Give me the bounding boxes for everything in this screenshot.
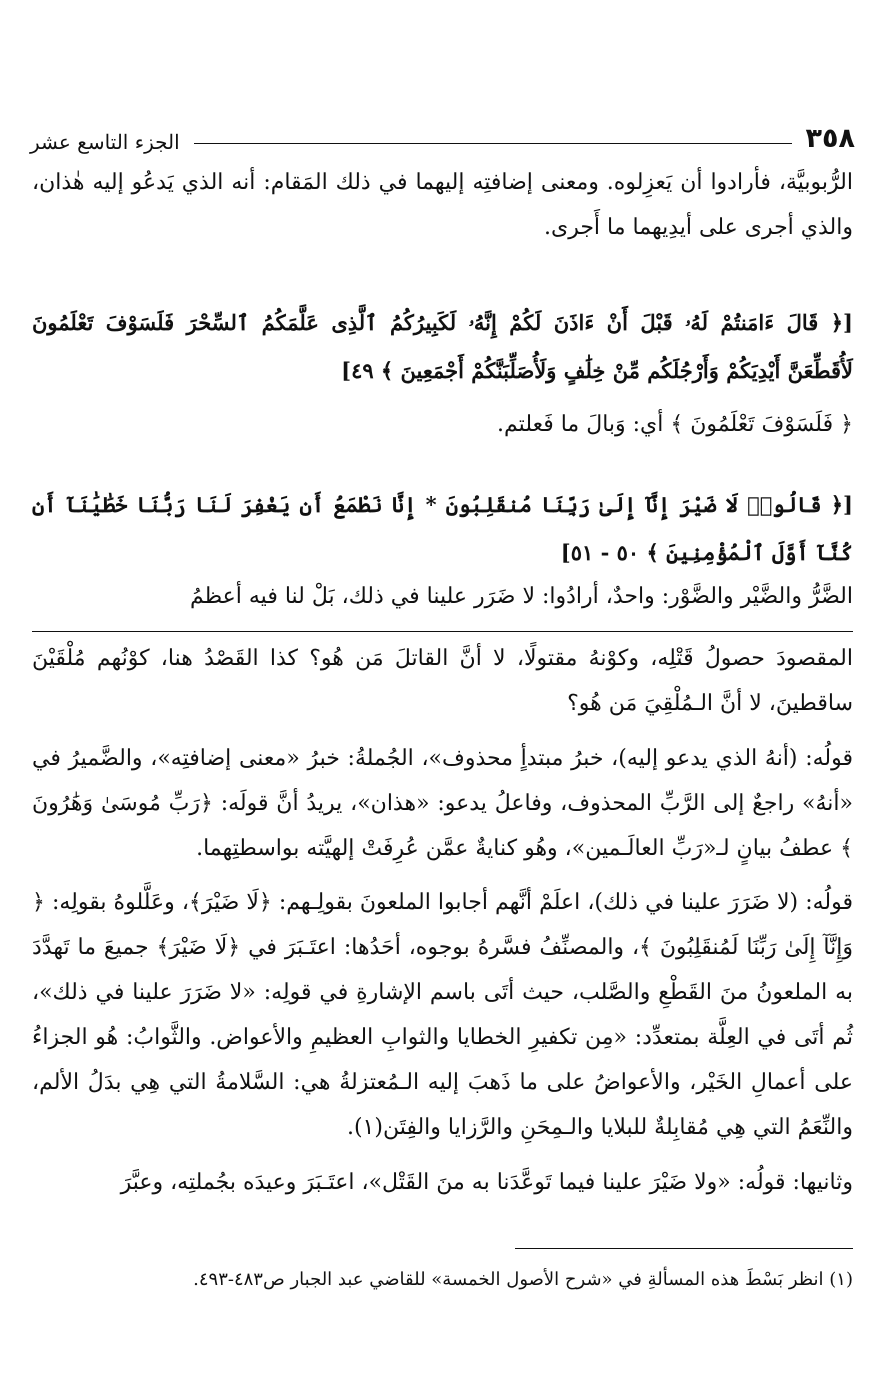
commentary-paragraph-3: الضَّرُّ والضَّيْر والضَّوْر: واحدٌ، أرادُوا: لا ضَرَر علينا في ذلك، بَلْ لنا فيه أعظمُ [189,584,853,609]
commentary-paragraph-1: الرُّبوبيَّة، فأرادوا أن يَعزِلوه. ومعنى إضافتِه إليهما في ذلك المَقام: أنه الذي يَدعُو إليه هٰذان، والذي أجرى على أيدِيهما ما أَجرى. [32,170,853,240]
footnote: (١) انظر بَسْطَ هذه المسألةِ في «شرح الأصول الخمسة» للقاضي عبد الجبار ص٤٨٣-٤٩٣. [193,1269,853,1290]
footnote-rule [515,1248,853,1249]
header-rule [194,143,792,144]
section-divider [32,631,853,632]
gloss-paragraph-4: وثانيها: قولُه: «ولا ضَيْرَ علينا فيما تَوعَّدَنا به منَ القَتْل»، اعتَـبَرَ وعيدَه بجُملتِه، وعبَّرَ [120,1170,853,1195]
gloss-paragraph-2: قولُه: (أنهُ الذي يدعو إليه)، خبرُ مبتدأٍ محذوف»، الجُملةُ: خبرُ «معنى إضافتِه»، والضَّميرُ في «أنهُ» راجعٌ إلى الرَّبِّ المحذوف، وفاعلُ يدعو: «هذان»، يريدُ أنَّ قولَه: ﴿رَبِّ مُوسَىٰ وَهَٰرُونَ ﴾ عطفُ بيانٍ لـ«رَبِّ العالَـمين»، وهُو كنايةٌ عمَّن عُرِفَتْ إلهيَّته بواسطتِهما. [32,746,853,861]
quran-verse-49: [﴿ قَالَ ءَامَنتُمْ لَهُۥ قَبْلَ أَنْ ءَاذَنَ لَكُمْ إِنَّهُۥ لَكَبِيرُكُمُ ٱلَّذِى عَلَّمَكُمُ ٱلسِّحْرَ فَلَسَوْفَ تَعْلَمُونَ لَأُقَطِّعَنَّ أَيْدِيَكُمْ وَأَرْجُلَكُم مِّنْ خِلَٰفٍ وَلَأُصَلِّبَنَّكُمْ أَجْمَعِينَ ﴾ ٤٩] [32,310,853,383]
commentary-paragraph-2: ﴿ فَلَسَوْفَ تَعْلَمُونَ ﴾ أي: وَبالَ ما فَعلتم. [497,412,853,437]
gloss-paragraph-3: قولُه: (لا ضَرَرَ علينا في ذلك)، اعلَمْ أنَّهم أجابوا الملعونَ بقولِـهم: ﴿لَا ضَيْرَ﴾، وعَلَّلوهُ بقولِه: ﴿ وَإِنَّآ إِلَىٰ رَبِّنَا لَمُنقَلِبُونَ ﴾، والمصنِّفُ فسَّرهُ بوجوه، أحَدُها: اعتَـبَرَ في ﴿لَا ضَيْرَ﴾ جميعَ ما تَهدَّدَ به الملعونُ منَ القَطْعِ والصَّلب، حيث أتَى باسم الإشارةِ في قولِه: «لا ضَرَرَ علينا في ذلك»، ثُم أتَى في العِلَّة بمتعدِّد: «مِن تكفيرِ الخطايا والثوابِ العظيمِ والأعواض. والثَّوابُ: هُو الجزاءُ على أعمالِ الخَيْر، والأعواضُ على ما ذَهبَ إليه الـمُعتزلةُ هي: السَّلامةُ التي هِي بدَلُ الألم، والنِّعَمُ التي هِي مُقابِلةٌ للبلايا والـمِحَنِ والرَّزايا والفِتَن(١). [32,890,853,1140]
page-number: ٣٥٨ [805,123,855,154]
running-title: الجزء التاسع عشر [30,130,180,154]
quran-verses-50-51: [﴿ قَالُوا۟ لَا ضَيْرَ إِنَّآ إِلَىٰ رَبِّنَا مُنقَلِبُونَ * إِنَّا نَطْمَعُ أَن يَغْفِرَ لَنَا رَبُّنَا خَطَٰيَٰنَآ أَن كُنَّآ أَوَّلَ ٱلْمُؤْمِنِينَ ﴾ ٥٠ - ٥١] [32,492,853,565]
gloss-paragraph-1: المقصودَ حصولُ قَتْلِه، وكوْنهُ مقتولًا، لا أنَّ القاتلَ مَن هُو؟ كذا القَصْدُ هنا، كوْنُهم مُلْقَيْنَ ساقطينَ، لا أنَّ الـمُلْقِيَ مَن هُو؟ [32,646,853,716]
page-header [30,112,855,152]
